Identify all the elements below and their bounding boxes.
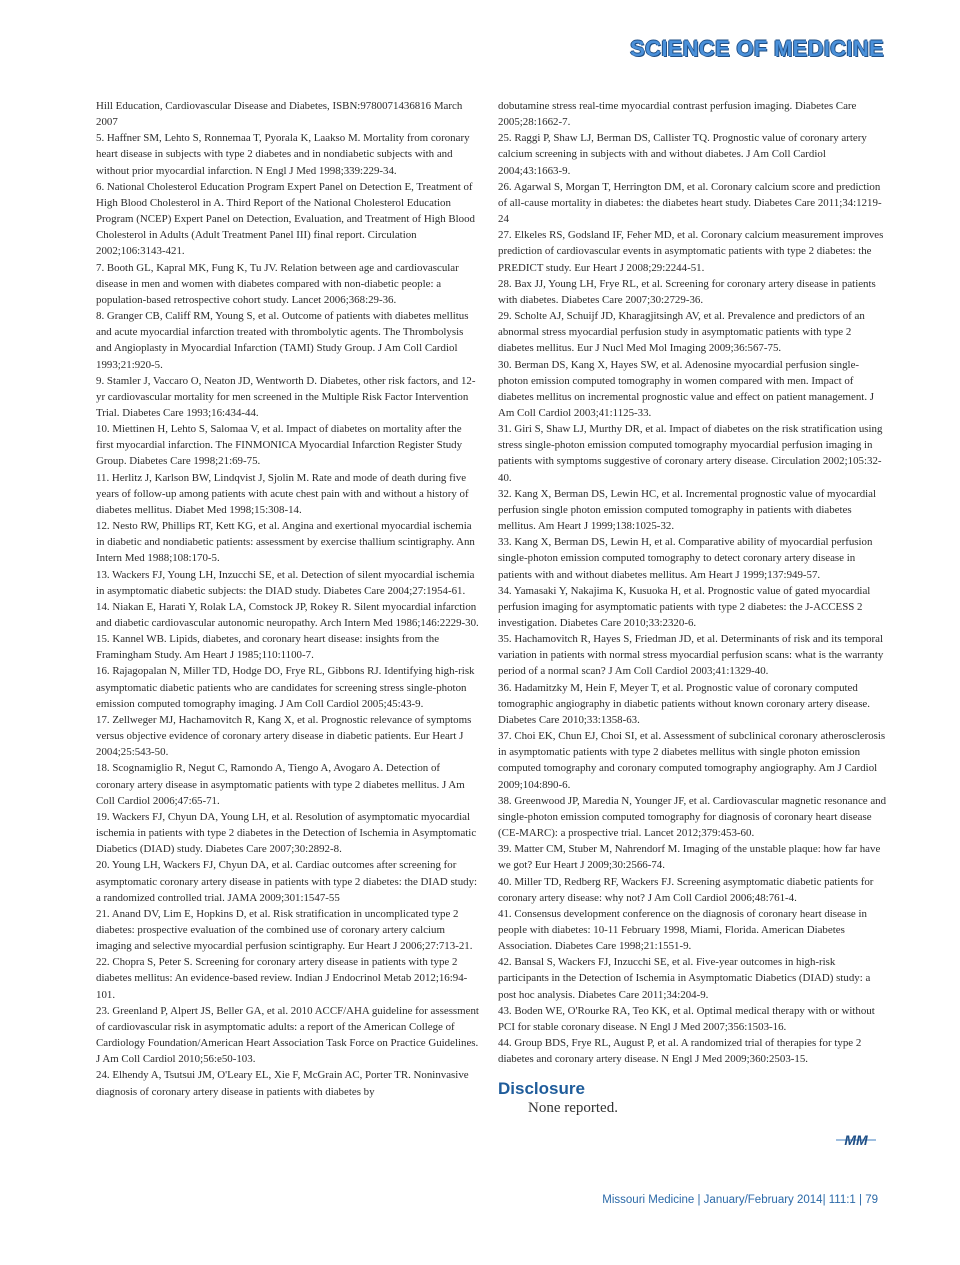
reference-entry: 32. Kang X, Berman DS, Lewin HC, et al. Incremental prognostic value of myocardial perfusion single photon emission computed tomography in patients with diabetes mellitus. Am Heart J 1999;138:1025-32. [498,487,877,533]
reference-entry: 40. Miller TD, Redberg RF, Wackers FJ. Screening asymptomatic diabetic patients for coronary artery disease: why not? J Am Coll Cardiol 2006;48:761-4. [498,875,874,904]
reference-entry: 28. Bax JJ, Young LH, Frye RL, et al. Screening for coronary artery disease in patients with diabetes. Diabetes Care 2007;30:2729-36. [498,277,876,306]
section-title: SCIENCE OF MEDICINE [630,36,884,61]
references-right-column [498,98,888,1116]
reference-entry: 7. Booth GL, Kapral MK, Fung K, Tu JV. Relation between age and cardiovascular disease in men and women with diabetes compared with non-diabetic people: a population-based retrospective cohort study. Lancet 2006;368:29-36. [96,261,459,306]
reference-entry: 19. Wackers FJ, Chyun DA, Young LH, et al. Resolution of asymptomatic myocardial ischemia in patients with type 2 diabetes in the Detection of Ischemia in Asymptomatic Diabetics (DIAD) study. Diabetes Care 2007;30:2892-8. [96,810,477,856]
reference-entry: 15. Kannel WB. Lipids, diabetes, and coronary heart disease: insights from the Framingham Study. Am Heart J 1985;110:1100-7. [96,633,440,662]
reference-entry: 26. Agarwal S, Morgan T, Herrington DM, et al. Coronary calcium score and prediction of all-cause mortality in diabetes: the diabetes heart study. Diabetes Care 2011;34:1219-24 [498,180,882,226]
reference-entry: 20. Young LH, Wackers FJ, Chyun DA, et al. Cardiac outcomes after screening for asymptomatic coronary artery disease in patients with type 2 diabetes: the DIAD study: a randomized controlled trial. JAMA 2009;301:1547-55 [96,859,478,904]
reference-entry: 16. Rajagopalan N, Miller TD, Hodge DO, Frye RL, Gibbons RJ. Identifying high-risk asymptomatic diabetic patients who are candidates for screening stress single-photon emission computed tomography imaging. J Am Coll Cardiol 2005;45:43-9. [96,665,475,710]
reference-entry: 35. Hachamovitch R, Hayes S, Friedman JD, et al. Determinants of risk and its temporal variation in patients with normal stress myocardial perfusion scans: what is the warranty period of a normal scan? J Am Coll Cardiol 2003;41:1329-40. [498,633,884,678]
reference-entry: 24. Elhendy A, Tsutsui JM, O'Leary EL, Xie F, McGrain AC, Porter TR. Noninvasive diagnosis of coronary artery disease in patients with diabetes by [96,1069,469,1098]
reference-entry: 30. Berman DS, Kang X, Hayes SW, et al. Adenosine myocardial perfusion single-photon emission computed tomography in women compared with men. Impact of diabetes mellitus on incremental prognostic value and effect on patient management. J Am Coll Cardiol 2003;41:1125-33. [498,358,875,419]
reference-entry: 12. Nesto RW, Phillips RT, Kett KG, et al. Angina and exertional myocardial ischemia in diabetic and nondiabetic patients: assessment by exercise thallium scintigraphy. Ann Intern Med 1988;108:170-5. [96,520,475,565]
reference-entry: 34. Yamasaki Y, Nakajima K, Kusuoka H, et al. Prognostic value of gated myocardial perfusion imaging for asymptomatic patients with type 2 diabetes: the J-ACCESS 2 investigation. Diabetes Care 2010;33:2320-6. [498,584,871,629]
reference-entry: 6. National Cholesterol Education Program Expert Panel on Detection E, Treatment of High Blood Cholesterol in A. Third Report of the National Cholesterol Education Program (NCEP) Expert Panel on Detection, Evaluation, and Treatment of High Blood Cholesterol in Adults (Adult Treatment Panel III) final report. Circulation 2002;106:3143-421. [96,180,475,258]
reference-entry: 9. Stamler J, Vaccaro O, Neaton JD, Wentworth D. Diabetes, other risk factors, and 12-yr cardiovascular mortality for men screened in the Multiple Risk Factor Intervention Trial. Diabetes Care 1993;16:434-44. [96,374,476,419]
reference-entry: 42. Bansal S, Wackers FJ, Inzucchi SE, et al. Five-year outcomes in high-risk participants in the Detection of Ischemia in Asymptomatic Diabetics (DIAD) study: a post hoc analysis. Diabetes Care 2011;34:204-9. [498,956,871,1001]
reference-entry: 13. Wackers FJ, Young LH, Inzucchi SE, et al. Detection of silent myocardial ischemia in asymptomatic diabetic subjects: the DIAD study. Diabetes Care 2004;27:1954-61. [96,568,475,597]
reference-entry: Hill Education, Cardiovascular Disease and Diabetes, ISBN:9780071436816 March 2007 [96,100,463,129]
reference-entry: 31. Giri S, Shaw LJ, Murthy DR, et al. Impact of diabetes on the risk stratification using stress single-photon emission computed tomography myocardial perfusion imaging in patients with symptoms suggestive of coronary artery disease. Circulation 2002;105:32-40. [498,423,883,484]
reference-entry: 23. Greenland P, Alpert JS, Beller GA, et al. 2010 ACCF/AHA guideline for assessment of cardiovascular risk in asymptomatic adults: a report of the American College of Cardiology Foundation/American Heart Association Task Force on Practice Guidelines. J Am Coll Cardiol 2010;56:e50-103. [96,1004,479,1066]
reference-entry: 27. Elkeles RS, Godsland IF, Feher MD, et al. Coronary calcium measurement improves prediction of cardiovascular events in asymptomatic patients with type 2 diabetes: the PREDICT study. Eur Heart J 2008;29:2244-51. [498,229,884,274]
reference-entry: 10. Miettinen H, Lehto S, Salomaa V, et al. Impact of diabetes on mortality after the first myocardial infarction. The FINMONICA Myocardial Infarction Register Study Group. Diabetes Care 1998;21:69-75. [96,423,463,468]
reference-entry: 38. Greenwood JP, Maredia N, Younger JF, et al. Cardiovascular magnetic resonance and single-photon emission computed tomography for diagnosis of coronary heart disease (CE-MARC): a prospective trial. Lancet 2012;379:453-60. [498,794,887,840]
reference-entry: 11. Herlitz J, Karlson BW, Lindqvist J, Sjolin M. Rate and mode of death during five years of follow-up among patients with acute chest pain with and without a history of diabetes mellitus. Diabet Med 1998;15:308-14. [96,471,469,516]
reference-entry: 8. Granger CB, Califf RM, Young S, et al. Outcome of patients with diabetes mellitus and acute myocardial infarction treated with thrombolytic agents. The Thrombolysis and Angioplasty in Myocardial Infarction (TAMI) Study Group. J Am Coll Cardiol 1993;21:920-5. [96,310,469,371]
reference-entry: dobutamine stress real-time myocardial contrast perfusion imaging. Diabetes Care 2005;28:1662-7. [498,100,857,129]
reference-entry: 22. Chopra S, Peter S. Screening for coronary artery disease in patients with type 2 diabetes mellitus: An evidence-based review. Indian J Endocrinol Metab 2012;16:94-101. [96,956,468,1001]
reference-entry: 43. Boden WE, O'Rourke RA, Teo KK, et al. Optimal medical therapy with or without PCI for stable coronary disease. N Engl J Med 2007;356:1503-16. [498,1004,875,1033]
references-left-column [96,98,480,1100]
disclosure-heading: Disclosure [498,1079,585,1099]
reference-entry: 17. Zellweger MJ, Hachamovitch R, Kang X, et al. Prognostic relevance of symptoms versus objective evidence of coronary artery disease in diabetic patients. Eur Heart J 2004;25:543-50. [96,713,472,759]
reference-entry: 44. Group BDS, Frye RL, August P, et al. A randomized trial of therapies for type 2 diabetes and coronary artery disease. N Engl J Med 2009;360:2503-15. [498,1037,862,1066]
reference-entry: 33. Kang X, Berman DS, Lewin H, et al. Comparative ability of myocardial perfusion single-photon emission computed tomography to detect coronary artery disease in patients with and without diabetes mellitus. Am Heart J 1999;137:949-57. [498,536,873,581]
reference-entry: 41. Consensus development conference on the diagnosis of coronary heart disease in people with diabetes: 10-11 February 1998, Miami, Florida. American Diabetes Association. Diabetes Care 1998;21:1551-9. [498,907,867,953]
reference-entry: 37. Choi EK, Chun EJ, Choi SI, et al. Assessment of subclinical coronary atherosclerosis in asymptomatic patients with type 2 diabetes mellitus with single photon emission computed tomography and coronary computed tomography angiography. Am J Cardiol 2009;104:890-6. [498,730,886,791]
reference-entry: 36. Hadamitzky M, Hein F, Meyer T, et al. Prognostic value of coronary computed tomographic angiography in diabetic patients without known coronary artery disease. Diabetes Care 2010;33:1358-63. [498,681,870,726]
page-footer: Missouri Medicine | January/February 2014| 111:1 | 79 [602,1194,878,1206]
disclosure-text: None reported. [528,1099,618,1116]
reference-entry: 18. Scognamiglio R, Negut C, Ramondo A, Tiengo A, Avogaro A. Detection of coronary artery disease in asymptomatic patients with type 2 diabetes mellitus. J Am Coll Cardiol 2006;47:65-71. [96,762,465,807]
reference-entry: 14. Niakan E, Harati Y, Rolak LA, Comstock JP, Rokey R. Silent myocardial infarction and diabetic cardiovascular autonomic neuropathy. Arch Intern Med 1986;146:2229-30. [96,600,479,629]
reference-entry: 25. Raggi P, Shaw LJ, Berman DS, Callister TQ. Prognostic value of coronary artery calcium screening in subjects with and without diabetes. J Am Coll Cardiol 2004;43:1663-9. [498,132,867,177]
reference-entry: 5. Haffner SM, Lehto S, Ronnemaa T, Pyorala K, Laakso M. Mortality from coronary heart disease in subjects with type 2 diabetes and in nondiabetic subjects with and without prior myocardial infarction. N Engl J Med 1998;339:229-34. [96,132,470,177]
reference-entry: 29. Scholte AJ, Schuijf JD, Kharagjitsingh AV, et al. Prevalence and predictors of an abnormal stress myocardial perfusion study in asymptomatic patients with type 2 diabetes mellitus. Eur J Nucl Med Mol Imaging 2009;36:567-75. [498,310,865,355]
reference-entry: 21. Anand DV, Lim E, Hopkins D, et al. Risk stratification in uncomplicated type 2 diabetes: prospective evaluation of the combined use of coronary artery calcium imaging and selective myocardial perfusion scintigraphy. Eur Heart J 2006;27:713-21. [96,907,473,953]
reference-entry: 39. Matter CM, Stuber M, Nahrendorf M. Imaging of the unstable plaque: how far have we got? Eur Heart J 2009;30:2566-74. [498,843,881,872]
missouri-medicine-logo: MM [836,1130,876,1150]
